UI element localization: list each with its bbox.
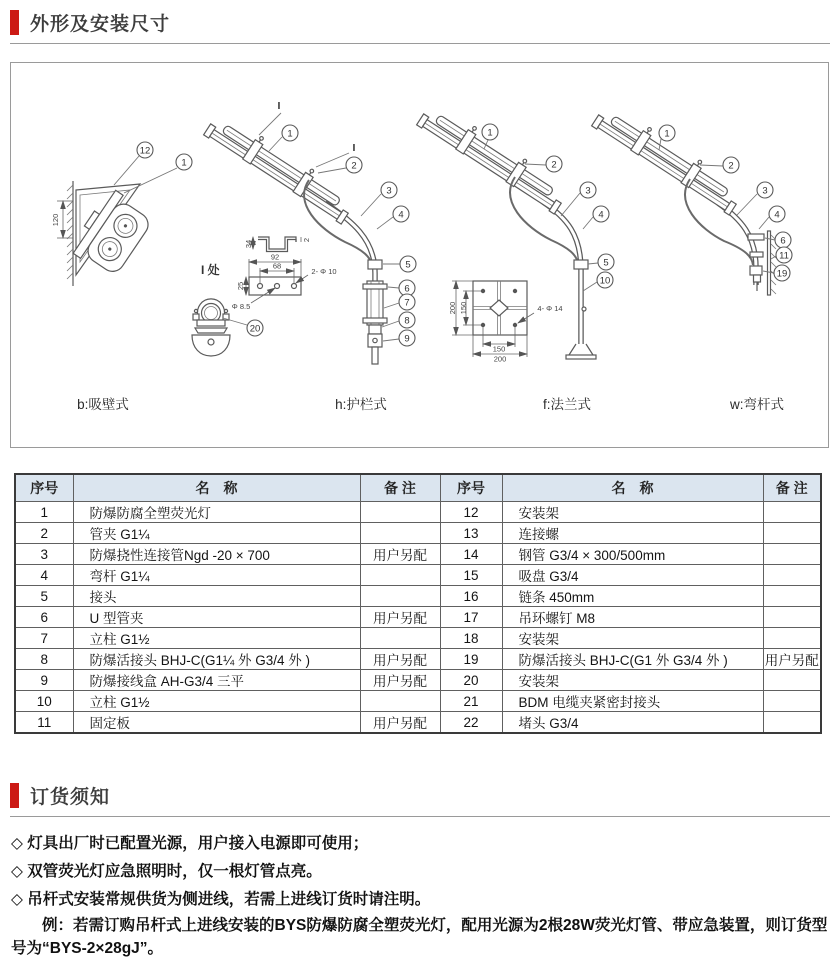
diagram-panel <box>10 62 829 448</box>
table-cell: BDM 电缆夹紧密封接头 <box>502 691 763 712</box>
table-header-row <box>15 474 821 502</box>
table-row <box>15 502 821 523</box>
mounting-plate-detail <box>232 253 337 312</box>
red-accent-bar <box>10 10 19 35</box>
clamp-detail <box>192 299 263 356</box>
table-cell: 9 <box>15 670 73 691</box>
table-cell <box>763 628 821 649</box>
svg-text:4: 4 <box>598 209 604 221</box>
table-cell: 19 <box>440 649 502 670</box>
ordering-example: 例：若需订购吊杆式上进线安装的BYS防爆防腐全塑荧光灯，配用光源为2根28W荧光灯管、带应急装置，则订货型号为“BYS-2×28gJ”。 <box>11 917 828 957</box>
svg-text:2: 2 <box>302 237 311 243</box>
callout-1-flange <box>482 124 498 140</box>
section-header-ordering <box>10 782 830 817</box>
callout-8-rail <box>399 312 415 328</box>
table-cell: 链条 450mm <box>502 586 763 607</box>
table-cell: 吊环螺钉 M8 <box>502 607 763 628</box>
table-row <box>15 628 821 649</box>
svg-text:1: 1 <box>287 128 293 140</box>
callout-12 <box>137 142 153 158</box>
svg-text:3: 3 <box>585 185 591 197</box>
table-row <box>15 544 821 565</box>
table-cell: 安装架 <box>502 628 763 649</box>
callout-3-flange <box>580 182 596 198</box>
table-cell <box>763 691 821 712</box>
svg-text:150: 150 <box>459 301 468 315</box>
table-cell <box>763 607 821 628</box>
svg-text:2: 2 <box>728 160 734 172</box>
table-cell <box>763 586 821 607</box>
section-header-dimensions <box>10 9 830 44</box>
table-cell: 钢管 G3/4 × 300/500mm <box>502 544 763 565</box>
table-cell: 吸盘 G3/4 <box>502 565 763 586</box>
svg-text:150: 150 <box>492 344 506 354</box>
table-cell <box>360 586 440 607</box>
section-mark-I-2: I <box>352 142 356 154</box>
header-name-right: 名 称 <box>502 474 763 502</box>
table-row <box>15 670 821 691</box>
table-cell: 管夹 G1¼ <box>73 523 360 544</box>
table-cell: 13 <box>440 523 502 544</box>
label-wall-mount: b:吸壁式 <box>77 397 129 412</box>
table-cell: 安装架 <box>502 670 763 691</box>
table-cell: 防爆活接头 BHJ-C(G1 外 G3/4 外 ) <box>502 649 763 670</box>
lamp-fixture-front <box>68 187 155 280</box>
table-cell: 用户另配 <box>360 670 440 691</box>
table-row <box>15 523 821 544</box>
table-cell: 20 <box>440 670 502 691</box>
table-cell: 防爆接线盒 AH-G3/4 三平 <box>73 670 360 691</box>
callout-6-bent <box>775 232 791 248</box>
table-cell: 防爆活接头 BHJ-C(G1¼ 外 G3/4 外 ) <box>73 649 360 670</box>
table-cell: 11 <box>15 712 73 734</box>
table-cell: 连接螺 <box>502 523 763 544</box>
callout-5-flange <box>598 254 614 270</box>
table-cell <box>360 502 440 523</box>
table-cell: 防爆挠性连接管Ngd -20 × 700 <box>73 544 360 565</box>
header-no-right: 序号 <box>440 474 502 502</box>
table-cell <box>763 544 821 565</box>
callout-3-bent <box>757 182 773 198</box>
header-note-left: 备 注 <box>360 474 440 502</box>
callout-9-rail <box>399 330 415 346</box>
callout-5-rail <box>400 256 416 272</box>
table-cell: 14 <box>440 544 502 565</box>
table-cell: 4 <box>15 565 73 586</box>
table-cell: 22 <box>440 712 502 734</box>
table-cell <box>360 691 440 712</box>
svg-text:1: 1 <box>487 127 493 139</box>
callout-1-bent <box>659 125 675 141</box>
svg-text:200: 200 <box>493 354 507 364</box>
flange-mount-drawing <box>417 99 614 363</box>
table-row <box>15 712 821 734</box>
table-cell: 用户另配 <box>360 712 440 734</box>
table-cell: 7 <box>15 628 73 649</box>
table-cell: 防爆防腐全塑荧光灯 <box>73 502 360 523</box>
svg-text:3: 3 <box>386 185 392 197</box>
svg-text:6: 6 <box>780 235 786 247</box>
section-title-dimensions: 外形及安装尺寸 <box>30 14 171 35</box>
table-cell: U 型管夹 <box>73 607 360 628</box>
table-cell <box>360 628 440 649</box>
table-cell: 安装架 <box>502 502 763 523</box>
table-cell <box>360 565 440 586</box>
callout-2-rail <box>346 157 362 173</box>
svg-text:19: 19 <box>776 268 788 280</box>
bent-mount-drawing <box>592 100 792 295</box>
ordering-note: ◇ 灯具出厂时已配置光源，用户接入电源即可使用； <box>11 835 369 852</box>
svg-text:4: 4 <box>398 209 404 221</box>
callout-11-bent <box>776 247 792 263</box>
table-cell: 17 <box>440 607 502 628</box>
svg-text:10: 10 <box>599 275 611 287</box>
table-row <box>15 565 821 586</box>
callout-1-rail <box>282 125 298 141</box>
table-row <box>15 649 821 670</box>
svg-text:68: 68 <box>272 261 282 271</box>
ordering-note: ◇ 双管荧光灯应急照明时，仅一根灯管点亮。 <box>11 863 322 880</box>
svg-text:11: 11 <box>779 250 789 262</box>
section-mark-I-1: I <box>277 100 281 112</box>
table-cell <box>763 502 821 523</box>
table-cell: 接头 <box>73 586 360 607</box>
flange-plate-detail <box>448 281 563 364</box>
header-name-left: 名 称 <box>73 474 360 502</box>
table-cell: 1 <box>15 502 73 523</box>
svg-text:25: 25 <box>236 281 245 291</box>
table-cell: 立柱 G1½ <box>73 691 360 712</box>
svg-text:2: 2 <box>551 159 557 171</box>
wall-mount-drawing <box>51 142 192 286</box>
svg-text:Φ 8.5: Φ 8.5 <box>231 302 251 311</box>
svg-text:4: 4 <box>774 209 780 221</box>
table-cell <box>763 565 821 586</box>
table-cell: 12 <box>440 502 502 523</box>
rail-mount-drawing <box>192 100 416 364</box>
ordering-note: ◇ 吊杆式安装常规供货为侧进线，若需上进线订货时请注明。 <box>11 891 431 908</box>
table-cell: 5 <box>15 586 73 607</box>
table-cell: 固定板 <box>73 712 360 734</box>
callout-20 <box>247 320 263 336</box>
callout-4-bent <box>769 206 785 222</box>
table-cell: 6 <box>15 607 73 628</box>
svg-text:5: 5 <box>405 259 411 271</box>
table-cell: 10 <box>15 691 73 712</box>
svg-text:7: 7 <box>404 297 410 309</box>
table-cell: 立柱 G1½ <box>73 628 360 649</box>
svg-text:5: 5 <box>603 257 609 269</box>
parts-table <box>14 473 822 734</box>
table-cell: 弯杆 G1¼ <box>73 565 360 586</box>
installation-drawings <box>11 63 826 445</box>
label-flange-mount: f:法兰式 <box>542 397 592 412</box>
callout-4-flange <box>593 206 609 222</box>
svg-text:2: 2 <box>351 160 357 172</box>
table-cell: 用户另配 <box>763 649 821 670</box>
callout-2-flange <box>546 156 562 172</box>
table-cell: 21 <box>440 691 502 712</box>
callout-2-bent <box>723 157 739 173</box>
svg-text:8: 8 <box>404 315 410 327</box>
svg-text:4- Φ 14: 4- Φ 14 <box>537 304 563 313</box>
table-cell: 8 <box>15 649 73 670</box>
detail-section-label: I 处 <box>201 263 220 277</box>
header-note-right: 备 注 <box>763 474 821 502</box>
svg-text:1: 1 <box>664 128 670 140</box>
label-rail-mount: h:护栏式 <box>335 397 387 412</box>
svg-text:6: 6 <box>404 283 410 295</box>
callout-4-rail <box>393 206 409 222</box>
svg-text:92: 92 <box>270 252 280 262</box>
callout-1-wall <box>176 154 192 170</box>
table-cell <box>360 523 440 544</box>
table-cell: 用户另配 <box>360 544 440 565</box>
callout-3-rail <box>381 182 397 198</box>
label-bent-mount: w:弯杆式 <box>730 397 784 412</box>
header-no-left: 序号 <box>15 474 73 502</box>
table-cell: 用户另配 <box>360 649 440 670</box>
svg-text:1: 1 <box>181 157 187 169</box>
table-cell <box>763 712 821 734</box>
table-cell: 2 <box>15 523 73 544</box>
table-cell <box>763 523 821 544</box>
table-row <box>15 607 821 628</box>
table-cell: 3 <box>15 544 73 565</box>
table-cell: 15 <box>440 565 502 586</box>
ordering-notes <box>11 830 831 960</box>
svg-text:34: 34 <box>244 239 253 249</box>
svg-text:2- Φ 10: 2- Φ 10 <box>311 267 337 276</box>
table-cell: 16 <box>440 586 502 607</box>
red-accent-bar <box>10 783 19 808</box>
table-cell <box>763 670 821 691</box>
svg-text:3: 3 <box>762 185 768 197</box>
table-row <box>15 586 821 607</box>
callout-10-flange <box>597 272 613 288</box>
svg-text:9: 9 <box>404 333 410 345</box>
table-row <box>15 691 821 712</box>
table-cell: 堵头 G3/4 <box>502 712 763 734</box>
callout-7-rail <box>399 294 415 310</box>
table-cell: 用户另配 <box>360 607 440 628</box>
bracket-profile-detail <box>244 237 311 252</box>
svg-text:200: 200 <box>448 301 457 315</box>
dim-120: 120 <box>51 213 60 227</box>
svg-text:12: 12 <box>139 145 151 157</box>
table-cell: 18 <box>440 628 502 649</box>
svg-text:20: 20 <box>249 323 261 335</box>
callout-19-bent <box>774 265 790 281</box>
section-title-ordering: 订货须知 <box>30 787 111 808</box>
